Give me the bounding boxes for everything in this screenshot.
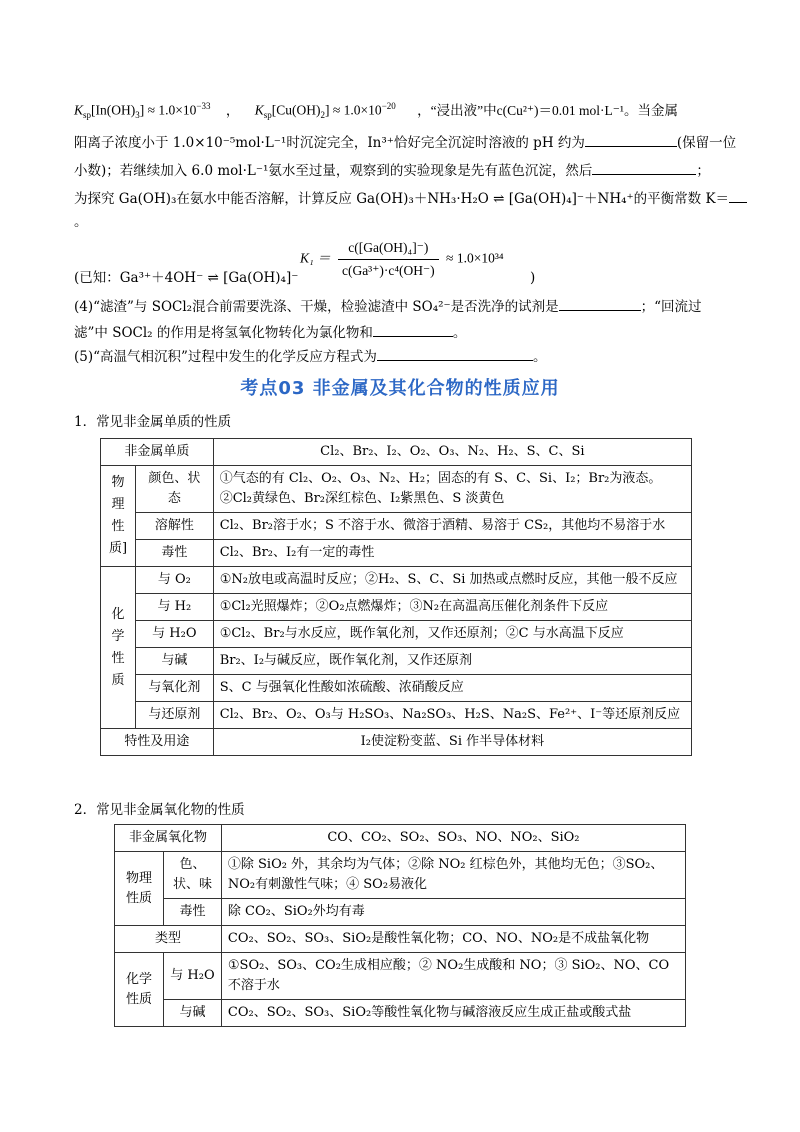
q4-line2 bbox=[74, 322, 466, 343]
prop-name: 与 H₂O bbox=[164, 953, 222, 1000]
prop-value: S、C 与强氧化性酸如浓硫酸、浓硝酸反应 bbox=[213, 675, 691, 702]
special-uses-value: I₂使淀粉变蓝、Si 作半导体材料 bbox=[213, 729, 691, 756]
oxide-chemical-label-text: 化学 性质 bbox=[125, 971, 152, 1007]
oxide-type-value: CO₂、SO₂、SO₃、SiO₂是酸性氧化物；CO、NO、NO₂是不成盐氧化物 bbox=[221, 926, 685, 953]
equation-answer-blank[interactable] bbox=[377, 346, 533, 361]
oxide-chemical-label bbox=[115, 953, 164, 1027]
ksp-separator: ， bbox=[225, 102, 240, 118]
prop-name bbox=[164, 852, 222, 899]
k1-equation bbox=[300, 238, 504, 281]
leach-liquid-text: ，“浸出液”中c(Cu²⁺)＝0.01 mol·L⁻¹。当金属 bbox=[417, 102, 678, 118]
ph-answer-blank[interactable] bbox=[585, 132, 677, 147]
table-row bbox=[115, 852, 686, 899]
phenomenon-answer-blank[interactable] bbox=[592, 160, 696, 175]
q4-line1 bbox=[74, 296, 702, 317]
prop-value: Cl₂、Br₂、I₂有一定的毒性 bbox=[213, 540, 691, 567]
oxide-physical-label bbox=[115, 852, 164, 926]
ksp-line bbox=[74, 96, 678, 125]
table-row bbox=[115, 899, 686, 926]
q3-line3-text: 小数)；若继续加入 6.0 mol·L⁻¹氨水至过量，观察到的实验现象是先有蓝色沉淀，然后 bbox=[74, 163, 593, 179]
table-row bbox=[101, 648, 692, 675]
nonmetal-oxides-table bbox=[114, 824, 686, 1027]
prop-value: Cl₂、Br₂溶于水；S 不溶于水、微溶于酒精、易溶于 CS₂，其他均不易溶于水 bbox=[213, 513, 691, 540]
table2-header-row bbox=[115, 825, 686, 852]
ksp-cu-value: ] ≈ 1.0×10 bbox=[325, 102, 382, 118]
chemical-props-label-text: 化 学 性 质 bbox=[111, 606, 125, 688]
prop-name: 毒性 bbox=[164, 899, 222, 926]
q4-line2-tail: 。 bbox=[452, 325, 467, 341]
ksp-cu-sub: sp bbox=[263, 110, 272, 121]
prop-value: CO₂、SO₂、SO₃、SiO₂等酸性氧化物与碱溶液反应生成正盐或酸式盐 bbox=[221, 1000, 685, 1027]
table-row bbox=[101, 621, 692, 648]
table-row bbox=[115, 1000, 686, 1027]
physical-props-label bbox=[101, 466, 136, 567]
table-row bbox=[115, 926, 686, 953]
q4-line1-text: (4)“滤渣”与 SOCl₂混合前需要洗涤、干燥，检验滤渣中 SO₄²⁻是否洗净的试剂是 bbox=[74, 299, 559, 315]
k1-denominator: c(Ga³⁺)·c⁴(OH⁻) bbox=[341, 263, 435, 278]
table1-header-left: 非金属单质 bbox=[101, 439, 214, 466]
k1-label: K₁ ＝ bbox=[300, 250, 331, 266]
prop-name: 毒性 bbox=[136, 540, 214, 567]
prop-value: ①SO₂、SO₃、CO₂生成相应酸；② NO₂生成酸和 NO；③ SiO₂、NO、CO 不溶于水 bbox=[221, 953, 685, 1000]
ksp-in-sub: sp bbox=[83, 110, 92, 121]
oxide-type-label: 类型 bbox=[115, 926, 222, 953]
table2-header-left: 非金属氧化物 bbox=[115, 825, 222, 852]
q3-line2-text: 阳离子浓度小于 1.0×10⁻⁵mol·L⁻¹时沉淀完全，In³⁺恰好完全沉淀时溶液的 pH 约为 bbox=[74, 135, 585, 151]
socl2-role-answer-blank[interactable] bbox=[373, 322, 453, 337]
k1-fraction bbox=[338, 238, 439, 281]
table-row bbox=[115, 953, 686, 1000]
q4-line2-text: 滤”中 SOCl₂ 的作用是将氢氧化物转化为氯化物和 bbox=[74, 325, 373, 341]
chemical-props-label bbox=[101, 567, 136, 729]
prop-name: 与碱 bbox=[164, 1000, 222, 1027]
table1-header-row bbox=[101, 439, 692, 466]
ksp-in-value: ] ≈ 1.0×10 bbox=[139, 102, 197, 118]
q3-line3-tail: ； bbox=[696, 163, 710, 179]
prop-name: 与 H₂ bbox=[136, 594, 214, 621]
k1-numerator: c([Ga(OH)₄]⁻) bbox=[338, 238, 439, 260]
k-answer-blank[interactable] bbox=[729, 188, 747, 203]
prop-value: ①Cl₂、Br₂与水反应，既作氧化剂，又作还原剂；②C 与水高温下反应 bbox=[213, 621, 691, 648]
table-row bbox=[101, 540, 692, 567]
prop-value: ①气态的有 Cl₂、O₂、O₃、N₂、H₂；固态的有 S、C、Si、I₂；Br₂为液态。②Cl₂黄绿色、Br₂深红棕色、I₂紫黑色、S 淡黄色 bbox=[213, 466, 691, 513]
nonmetal-elements-table bbox=[100, 438, 692, 756]
ksp-cu-sub2: 2 bbox=[320, 110, 326, 121]
q5-line1-text: (5)“高温气相沉积”过程中发生的化学反应方程式为 bbox=[74, 349, 377, 365]
prop-name: 与碱 bbox=[136, 648, 214, 675]
table1-title: 1．常见非金属单质的性质 bbox=[74, 414, 232, 430]
ksp-cu-formula: [Cu(OH) bbox=[271, 102, 321, 118]
ksp-in-symbol: K bbox=[74, 102, 84, 118]
reagent-answer-blank[interactable] bbox=[559, 296, 641, 311]
q5-line1-tail: 。 bbox=[532, 349, 547, 365]
ksp-in-sub3: 3 bbox=[135, 110, 140, 121]
table-row bbox=[101, 702, 692, 729]
physical-props-label-text: 物 理 性 质] bbox=[108, 475, 128, 556]
prop-value: Br₂、I₂与碱反应，既作氧化剂，又作还原剂 bbox=[213, 648, 691, 675]
prop-name: 溶解性 bbox=[136, 513, 214, 540]
ksp-in-exp: −33 bbox=[196, 101, 211, 111]
table2-header-right: CO、CO₂、SO₂、SO₃、NO、NO₂、SiO₂ bbox=[221, 825, 685, 852]
table-row bbox=[101, 675, 692, 702]
table-row bbox=[101, 513, 692, 540]
table-row bbox=[101, 729, 692, 756]
q4-line1-tail: ；“回流过 bbox=[640, 299, 702, 315]
oxide-physical-label-text: 物理 性质 bbox=[125, 870, 152, 906]
table1-header-right: Cl₂、Br₂、I₂、O₂、O₃、N₂、H₂、S、C、Si bbox=[213, 439, 691, 466]
ksp-cu-symbol: K bbox=[254, 102, 264, 118]
table-row bbox=[101, 466, 692, 513]
table-row bbox=[101, 594, 692, 621]
prop-value: Cl₂、Br₂、O₂、O₃与 H₂SO₃、Na₂SO₃、H₂S、Na₂S、Fe²⁺、I⁻等还原剂反应 bbox=[213, 702, 691, 729]
section-heading: 考点03 非金属及其化合物的性质应用 bbox=[240, 378, 560, 399]
q3-line3 bbox=[74, 160, 710, 181]
prop-name: 与 H₂O bbox=[136, 621, 214, 648]
prop-value: ①除 SiO₂ 外，其余均为气体；②除 NO₂ 红棕色外，其他均无色；③SO₂、NO₂有刺激性气味；④ SO₂易液化 bbox=[221, 852, 685, 899]
prop-name: 与 O₂ bbox=[136, 567, 214, 594]
prop-value: 除 CO₂、SiO₂外均有毒 bbox=[221, 899, 685, 926]
prop-value: ①Cl₂光照爆炸；②O₂点燃爆炸；③N₂在高温高压催化剂条件下反应 bbox=[213, 594, 691, 621]
q3-line2-tail: (保留一位 bbox=[676, 135, 737, 151]
known-reaction bbox=[74, 268, 298, 288]
known-close-paren: ) bbox=[530, 270, 536, 286]
q5-line1 bbox=[74, 346, 546, 367]
known-reaction-text: (已知：Ga³⁺＋4OH⁻ ⇌ [Ga(OH)₄]⁻ bbox=[74, 270, 299, 286]
ksp-cu-exp: −20 bbox=[381, 101, 396, 111]
prop-name: 颜色、状态 bbox=[136, 466, 214, 513]
q3-line5: 。 bbox=[74, 214, 88, 230]
prop-name: 与氧化剂 bbox=[136, 675, 214, 702]
prop-name: 与还原剂 bbox=[136, 702, 214, 729]
prop-name-text: 色、 状、味 bbox=[172, 857, 212, 892]
table2-title: 2．常见非金属氧化物的性质 bbox=[74, 802, 245, 818]
ksp-in-formula: [In(OH) bbox=[91, 102, 136, 118]
special-uses-label: 特性及用途 bbox=[101, 729, 214, 756]
prop-value: ①N₂放电或高温时反应；②H₂、S、C、Si 加热或点燃时反应，其他一般不反应 bbox=[213, 567, 691, 594]
k1-value: ≈ 1.0×10³⁴ bbox=[446, 250, 504, 266]
q3-line4-text: 为探究 Ga(OH)₃在氨水中能否溶解，计算反应 Ga(OH)₃＋NH₃·H₂O ⇌ [Ga(OH)₄]⁻＋NH₄⁺的平衡常数 K＝ bbox=[74, 191, 730, 207]
table-row bbox=[101, 567, 692, 594]
q3-line2 bbox=[74, 132, 736, 153]
q3-line4 bbox=[74, 188, 747, 209]
